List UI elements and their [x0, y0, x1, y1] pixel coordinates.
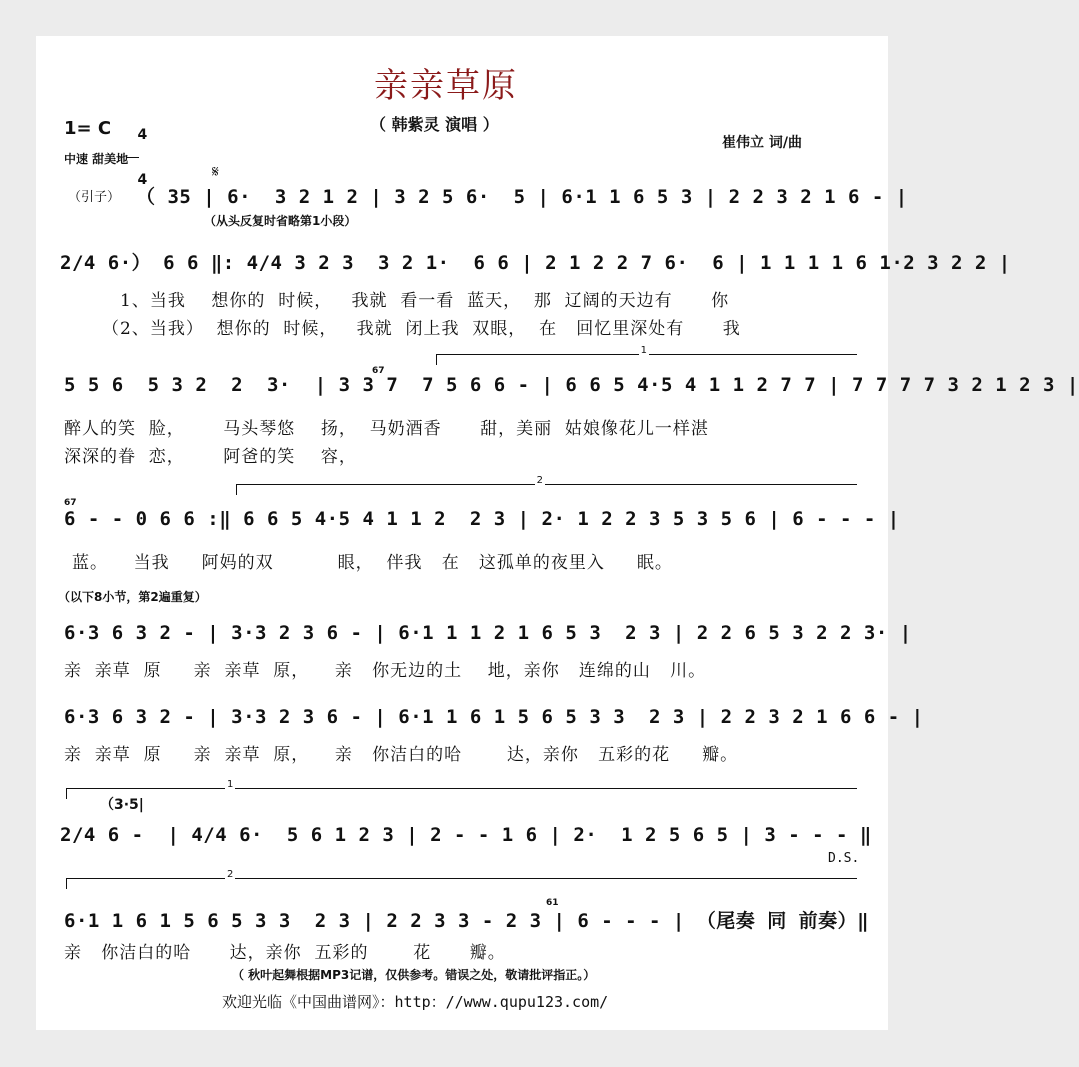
notes-row-4: 6 - - 0 6 6 :‖ 6 6 5 4·5 4 1 1 2 2 3 | 2· 1 2 2 3 5 3 5 6 | 6 - - - |	[64, 508, 900, 530]
key-signature: 1= C	[64, 118, 112, 139]
composer-credit: 崔伟立 词/曲	[722, 135, 802, 151]
volta-bracket-1-b: 1	[66, 788, 857, 799]
lyric-row-3-verse-2: 深深的眷 恋， 阿爸的笑 容，	[64, 447, 357, 467]
transcription-note: （ 秋叶起舞根据MP3记谱，仅供参考。错误之处，敬请批评指正。）	[232, 968, 596, 982]
lyric-row-6: 亲 亲草 原 亲 亲草 原， 亲 你洁白的哈 达，亲你 五彩的花 瓣。	[64, 745, 739, 765]
grace-note-61: 61	[546, 898, 559, 908]
score-sheet	[36, 36, 1079, 1030]
time-sig-top: 4	[137, 127, 148, 143]
lyric-row-4: 蓝。 当我 阿妈的双 眼， 伴我 在 这孤单的夜里入 眠。	[72, 553, 673, 573]
notes-row-3: 5 5 6 5 3 2 2 3· | 3 3 7 7 5 6 6 - | 6 6 5 4·5 4 1 1 2 7 7 | 7 7 7 7 3 2 1 2 3 |	[64, 374, 1079, 396]
dal-segno: D.S.	[828, 851, 860, 866]
lyric-row-3-verse-1: 醉人的笑 脸， 马头琴悠 扬， 马奶酒香 甜，美丽 姑娘像花儿一样湛	[64, 419, 709, 439]
grace-note-67-b: 67	[64, 498, 77, 508]
singer-credit: （ 韩紫灵 演唱 ）	[370, 115, 499, 134]
notes-row-1: （ 35 | 6· 3 2 1 2 | 3 2 5 6· 5 | 6·1 1 6 5 3 | 2 2 3 2 1 6 - |	[136, 186, 908, 208]
tempo-marking: 中速 甜美地	[64, 152, 129, 166]
website-credit: 欢迎光临《中国曲谱网》：http：//www.qupu123.com/	[222, 993, 609, 1011]
notes-row-5: 6·3 6 3 2 - | 3·3 2 3 6 - | 6·1 1 1 2 1 6 5 3 2 3 | 2 2 6 5 3 2 2 3· |	[64, 622, 912, 644]
notes-row-8: 6·1 1 6 1 5 6 5 3 3 2 3 | 2 2 3 3 - 2 3 | 6 - - - | （尾奏 同 前奏）‖	[64, 910, 870, 932]
lyric-row-8: 亲 你洁白的哈 达，亲你 五彩的 花 瓣。	[64, 943, 506, 963]
song-title: 亲亲草原	[374, 66, 518, 106]
volta-bracket-2: 2	[236, 484, 857, 495]
notes-row-6: 6·3 6 3 2 - | 3·3 2 3 6 - | 6·1 1 6 1 5 6 5 3 3 2 3 | 2 2 3 2 1 6 6 - |	[64, 706, 924, 728]
time-sig-bottom: 4	[137, 172, 148, 188]
lyric-row-2-verse-2: （2、当我） 想你的 时候， 我就 闭上我 双眼， 在 回忆里深处有 我	[102, 319, 741, 339]
notes-row-2: 2/4 6·） 6 6 ‖: 4/4 3 2 3 3 2 1· 6 6 | 2 1 2 2 7 6· 6 | 1 1 1 1 6 1·2 3 2 2 |	[60, 252, 1011, 274]
volta-bracket-1: 1	[436, 354, 857, 365]
repeat-8-bars-note: （以下8小节，第2遍重复）	[58, 590, 207, 604]
lyric-row-5: 亲 亲草 原 亲 亲草 原， 亲 你无边的土 地，亲你 连绵的山 川。	[64, 661, 707, 681]
volta-bracket-2-b: 2	[66, 878, 857, 889]
small-notes: （3·5|	[100, 797, 144, 813]
segno-icon: 𝄋	[212, 162, 219, 181]
intro-label: （引子）	[68, 190, 121, 205]
grace-note-67: 67	[372, 366, 385, 376]
repeat-note: （从头反复时省略第1小段）	[204, 214, 357, 228]
lyric-row-2-verse-1: 1、当我 想你的 时候， 我就 看一看 蓝天， 那 辽阔的天边有 你	[120, 291, 730, 311]
notes-row-7: 2/4 6 - | 4/4 6· 5 6 1 2 3 | 2 - - 1 6 | 2· 1 2 5 6 5 | 3 - - - ‖	[60, 824, 872, 846]
